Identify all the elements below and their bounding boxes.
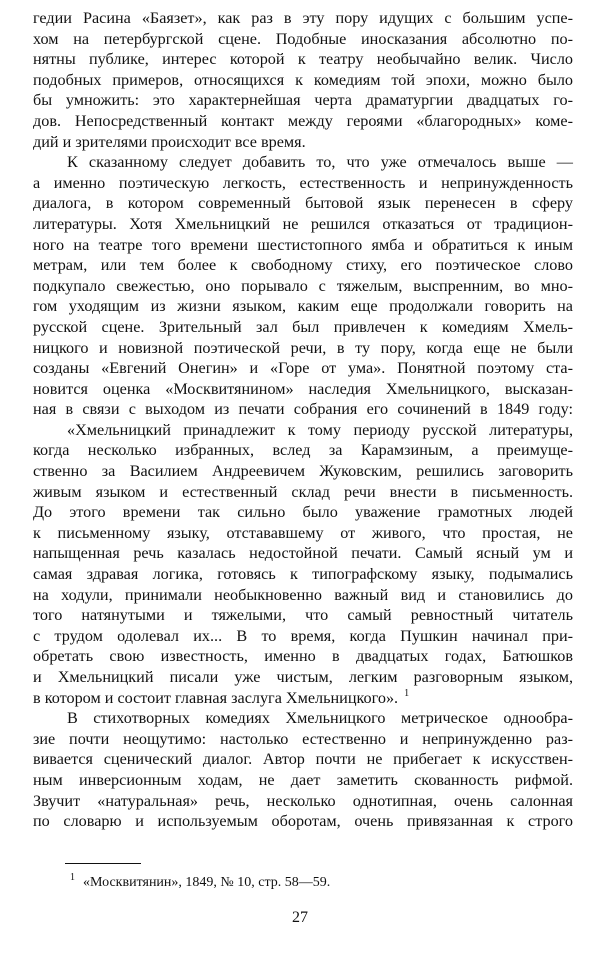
- text-line: [33, 8, 573, 29]
- text-line: [33, 214, 573, 235]
- text-line: [33, 296, 573, 317]
- text-line-content: В стихотворных комедиях Хмельницкого метрическое однообра-: [67, 709, 573, 728]
- text-line: [33, 358, 573, 379]
- body-text: [33, 8, 573, 832]
- text-line: [33, 791, 573, 812]
- text-line: [33, 605, 573, 626]
- text-line: [33, 811, 573, 832]
- text-line: [33, 132, 573, 153]
- text-line: [33, 173, 573, 194]
- text-line-content: диалога, в котором современный бытовой язык перенесен в сферу: [33, 194, 573, 213]
- text-line-content: подкупало свежестью, оно порывало с тяжелым, выспренним, во мно-: [33, 276, 573, 295]
- text-line: [33, 585, 573, 606]
- text-line: [33, 90, 573, 111]
- text-line-content: самая здравая логика, готовясь к типографскому языку, подымались: [33, 565, 573, 584]
- text-line: [33, 729, 573, 750]
- footnote-text: «Москвитянин», 1849, № 10, стр. 58—59.: [83, 875, 331, 890]
- text-line: [33, 543, 573, 564]
- text-line-content: К сказанному следует добавить то, что уже отмечалось выше —: [67, 153, 573, 172]
- text-line: [33, 111, 573, 132]
- text-line-content: когда несколько избранных, вслед за Карамзиным, а преимуще-: [33, 441, 573, 460]
- text-line: [33, 440, 573, 461]
- text-line: [33, 235, 573, 256]
- text-line: [33, 564, 573, 585]
- text-line-content: на ходули, принимали необыкновенно важный вид и становились до: [33, 585, 573, 604]
- text-line-content: с трудом одолевал их... В то время, когда Пушкин начинал при-: [33, 626, 573, 645]
- footnote: [70, 874, 330, 892]
- text-line-content: в котором и состоит главная заслуга Хмельницкого».: [33, 688, 399, 707]
- text-line-content: подобных примеров, относящихся к комедиям той эпохи, можно было: [33, 70, 573, 89]
- text-line: [33, 193, 573, 214]
- text-line-content: того натянутыми и тяжелыми, что самый ревностный читатель: [33, 606, 573, 625]
- text-line: [33, 502, 573, 523]
- text-line-content: ного на театре того времени шестистопного ямба и обратиться к иным: [33, 235, 573, 254]
- text-line: [33, 461, 573, 482]
- text-line: [33, 646, 573, 667]
- text-line-content: дий и зрителями происходит все время.: [33, 132, 306, 151]
- text-line-content: новится оценка «Москвитянином» наследия Хмельницкого, высказан-: [33, 379, 573, 398]
- text-line: [33, 399, 573, 420]
- text-line: [33, 688, 573, 709]
- text-line-content: вивается сценический диалог. Автор почти не прибегает к искусствен-: [33, 750, 573, 769]
- footnote-marker: 1: [70, 872, 75, 884]
- text-line-content: «Хмельницкий принадлежит к тому периоду русской литературы,: [67, 420, 573, 439]
- text-line-content: До этого времени так сильно было уважение грамотных людей: [33, 503, 573, 522]
- text-line-content: русской сцене. Зрительный зал был привлечен к комедиям Хмель-: [33, 317, 573, 336]
- text-line-content: зие почти неощутимо: настолько естественно и непринужденно раз-: [33, 729, 573, 748]
- text-line: [33, 667, 573, 688]
- text-line: [33, 70, 573, 91]
- footnote-divider: [65, 863, 141, 864]
- text-line: [33, 276, 573, 297]
- text-line: [33, 152, 573, 173]
- text-line-content: живым языком и естественный склад речи внести в письменность.: [33, 482, 573, 501]
- text-line: [33, 255, 573, 276]
- text-line: [33, 770, 573, 791]
- text-line-content: напыщенная речь казалась недостойной печати. Самый ясный ум и: [33, 544, 573, 563]
- page-number: 27: [292, 909, 308, 926]
- text-line-content: гом уходящим из жизни языком, каким еще продолжали говорить на: [33, 297, 573, 316]
- text-line: [33, 708, 573, 729]
- text-line: [33, 379, 573, 400]
- text-line-content: созданы «Евгений Онегин» и «Горе от ума». Понятной поэтому ста-: [33, 359, 573, 378]
- text-line: [33, 338, 573, 359]
- text-line: [33, 420, 573, 441]
- text-line-content: а именно поэтическую легкость, естественность и непринужденность: [33, 173, 573, 192]
- text-line: [33, 523, 573, 544]
- text-line: [33, 482, 573, 503]
- text-line-content: хом на петербургской сцене. Подобные иносказания абсолютно по-: [33, 29, 573, 48]
- text-line: [33, 49, 573, 70]
- text-line-content: гедии Расина «Баязет», как раз в эту пору идущих с большим успе-: [33, 9, 573, 27]
- text-line-content: нятны публике, интерес которой к театру необычайно велик. Число: [33, 50, 573, 69]
- text-line-content: бы умножить: это характернейшая черта драматургии двадцатых го-: [33, 91, 573, 110]
- text-line-content: Звучит «натуральная» речь, несколько однотипная, очень салонная: [33, 791, 573, 810]
- text-line: [33, 317, 573, 338]
- text-line-content: обретать свою известность, именно в двадцатых годах, Батюшков: [33, 647, 573, 666]
- text-line-content: ницкого и новизной поэтической речи, в ту пору, когда еще не были: [33, 338, 573, 357]
- text-line: [33, 749, 573, 770]
- text-line-content: и Хмельницкий писали уже чистым, легким разговорным языком,: [33, 668, 573, 686]
- text-line: [33, 626, 573, 647]
- text-line-content: ная в связи с выходом из печати собрания его сочинений в 1849 году:: [33, 400, 573, 419]
- footnote-reference: 1: [404, 688, 410, 700]
- text-line-content: ным инверсионным ходам, не дает заметить скованность рифмой.: [33, 770, 573, 789]
- text-line: [33, 29, 573, 50]
- text-line-content: по словарю и используемым оборотам, очень привязанная к строго: [33, 812, 573, 831]
- text-line-content: метрам, или тем более к свободному стиху, его поэтическое слово: [33, 256, 573, 275]
- text-line-content: дов. Непосредственный контакт между героями «благородных» коме-: [33, 111, 573, 130]
- text-line-content: к письменному языку, отстававшему от живого, что простая, не: [33, 523, 573, 542]
- text-line-content: ственно за Василием Андреевичем Жуковским, решились заговорить: [33, 462, 573, 481]
- text-line-content: литературы. Хотя Хмельницкий не решился отказаться от традицион-: [33, 214, 573, 233]
